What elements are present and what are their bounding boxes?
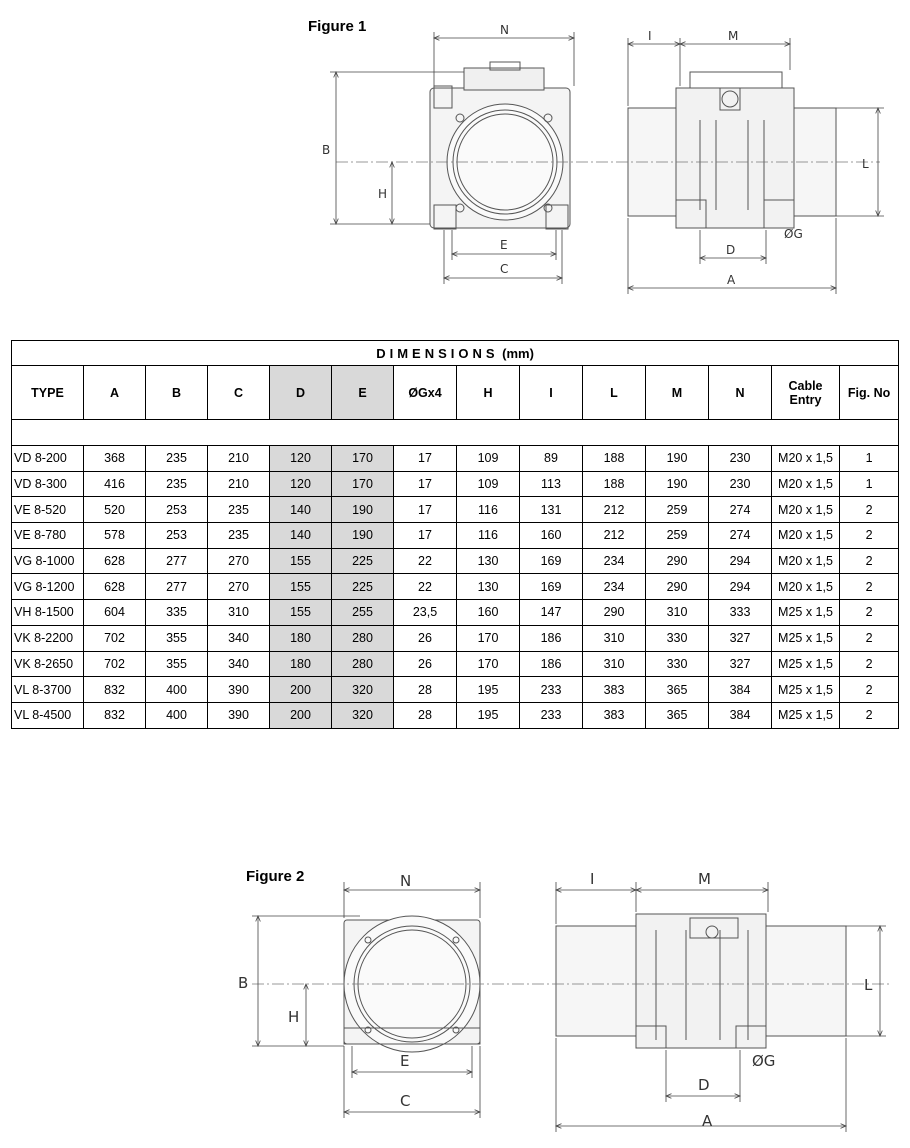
table-cell: 290	[583, 600, 646, 626]
table-cell: 17	[394, 446, 457, 472]
table-cell-type: VD 8-300	[12, 471, 84, 497]
table-row	[12, 471, 899, 497]
table-cell: 390	[208, 702, 270, 728]
table-header-cell	[457, 366, 520, 420]
table-cell: 2	[840, 523, 899, 549]
table-header-cell	[709, 366, 772, 420]
table-cell: 310	[583, 625, 646, 651]
table-cell: 140	[270, 523, 332, 549]
table-blank-cell	[12, 420, 899, 446]
table-cell: 253	[146, 497, 208, 523]
table-cell: 2	[840, 651, 899, 677]
table-header-text: A	[109, 385, 120, 400]
table-row	[12, 651, 899, 677]
table-cell: 2	[840, 497, 899, 523]
table-cell: 1	[840, 471, 899, 497]
table-cell: 190	[332, 523, 394, 549]
table-header-text: Entry	[789, 392, 822, 407]
table-header-text: ØGx4	[408, 385, 442, 400]
table-cell: 22	[394, 548, 457, 574]
table-cell: 310	[583, 651, 646, 677]
table-row	[12, 446, 899, 472]
table-cell: 234	[583, 548, 646, 574]
fig2-dim-label-b: B	[238, 974, 249, 992]
table-cell: 113	[520, 471, 583, 497]
table-cell: 832	[84, 677, 146, 703]
table-cell: M20 x 1,5	[772, 574, 840, 600]
table-cell: 702	[84, 651, 146, 677]
table-row	[12, 497, 899, 523]
table-cell: 2	[840, 600, 899, 626]
table-cell: 277	[146, 548, 208, 574]
table-cell: 384	[709, 677, 772, 703]
table-cell: 2	[840, 574, 899, 600]
table-cell: 169	[520, 548, 583, 574]
table-cell: 259	[646, 523, 709, 549]
table-cell: 186	[520, 651, 583, 677]
table-cell: 274	[709, 523, 772, 549]
table-cell: M25 x 1,5	[772, 651, 840, 677]
table-cell: 160	[520, 523, 583, 549]
table-cell: 1	[840, 446, 899, 472]
fig2-dim-label-i: I	[590, 870, 595, 888]
table-cell: M20 x 1,5	[772, 471, 840, 497]
table-cell: 416	[84, 471, 146, 497]
dimensions-table	[11, 340, 899, 729]
table-cell: 180	[270, 651, 332, 677]
table-cell-type: VD 8-200	[12, 446, 84, 472]
table-header-cell	[270, 366, 332, 420]
fig2-dim-label-d: D	[698, 1076, 710, 1094]
table-header-text: Cable	[788, 378, 823, 393]
figure-1-title: Figure 1	[308, 18, 367, 35]
fig2-dim-label-c: C	[400, 1092, 411, 1110]
table-header-text: E	[358, 385, 367, 400]
table-cell: M25 x 1,5	[772, 625, 840, 651]
figure-2-drawing	[0, 850, 910, 1148]
table-cell: 180	[270, 625, 332, 651]
table-cell: M20 x 1,5	[772, 446, 840, 472]
table-cell: 225	[332, 574, 394, 600]
table-cell: 365	[646, 702, 709, 728]
table-cell-type: VE 8-780	[12, 523, 84, 549]
table-cell-type: VK 8-2200	[12, 625, 84, 651]
table-cell: 235	[208, 523, 270, 549]
dim-label-i: I	[648, 29, 652, 43]
table-cell: 578	[84, 523, 146, 549]
table-cell: 235	[208, 497, 270, 523]
table-header-row	[12, 366, 899, 420]
table-cell: 2	[840, 677, 899, 703]
table-cell: M25 x 1,5	[772, 677, 840, 703]
table-cell: 116	[457, 523, 520, 549]
table-cell: 233	[520, 677, 583, 703]
table-cell: 383	[583, 702, 646, 728]
table-cell: 225	[332, 548, 394, 574]
table-cell: 155	[270, 548, 332, 574]
table-cell: 2	[840, 702, 899, 728]
table-caption-unit: (mm)	[502, 345, 534, 361]
table-cell: 290	[646, 548, 709, 574]
table-cell: 28	[394, 677, 457, 703]
table-cell: 195	[457, 677, 520, 703]
table-cell: 294	[709, 574, 772, 600]
dim-label-g: ØG	[784, 227, 803, 241]
table-cell: 333	[709, 600, 772, 626]
table-cell: 383	[583, 677, 646, 703]
table-header-cell	[12, 366, 84, 420]
table-caption-main: DIMENSIONS	[376, 345, 499, 361]
table-cell: 235	[146, 471, 208, 497]
table-row	[12, 600, 899, 626]
table-cell: 17	[394, 471, 457, 497]
table-cell: 233	[520, 702, 583, 728]
table-cell: 270	[208, 574, 270, 600]
table-cell: 190	[332, 497, 394, 523]
table-header-cell	[840, 366, 899, 420]
dim-label-h: H	[378, 187, 388, 201]
table-cell: 2	[840, 548, 899, 574]
dim-label-b: B	[322, 143, 331, 157]
table-cell: 253	[146, 523, 208, 549]
table-header-cell	[332, 366, 394, 420]
table-cell: 210	[208, 446, 270, 472]
table-body	[12, 420, 899, 729]
table-cell: 109	[457, 471, 520, 497]
table-row	[12, 625, 899, 651]
table-cell-type: VK 8-2650	[12, 651, 84, 677]
table-header-cell	[520, 366, 583, 420]
table-header-text: D	[295, 385, 306, 400]
table-header-text: TYPE	[31, 385, 64, 400]
table-cell-type: VH 8-1500	[12, 600, 84, 626]
table-cell: 17	[394, 497, 457, 523]
table-cell: 200	[270, 702, 332, 728]
table-cell: 294	[709, 548, 772, 574]
table-cell: 327	[709, 651, 772, 677]
table-cell: 368	[84, 446, 146, 472]
table-cell: 155	[270, 600, 332, 626]
table-cell: 170	[332, 446, 394, 472]
dim-label-m: M	[728, 29, 739, 43]
table-cell: 384	[709, 702, 772, 728]
figure-1-drawing	[0, 0, 910, 300]
table-cell-type: VL 8-4500	[12, 702, 84, 728]
dim-label-e: E	[500, 238, 508, 252]
table-cell: 274	[709, 497, 772, 523]
table-cell-type: VG 8-1000	[12, 548, 84, 574]
table-cell: M20 x 1,5	[772, 523, 840, 549]
table-cell: 604	[84, 600, 146, 626]
table-header-text: M	[671, 385, 683, 400]
table-cell: 116	[457, 497, 520, 523]
table-cell: 280	[332, 651, 394, 677]
table-cell: 188	[583, 446, 646, 472]
table-cell: 170	[457, 625, 520, 651]
table-cell: 26	[394, 625, 457, 651]
table-cell: 28	[394, 702, 457, 728]
table-cell: 190	[646, 471, 709, 497]
table-row	[12, 523, 899, 549]
table-cell: 628	[84, 548, 146, 574]
table-header-cell	[583, 366, 646, 420]
table-cell: 155	[270, 574, 332, 600]
table-cell: 330	[646, 625, 709, 651]
table-cell: 120	[270, 471, 332, 497]
table-cell: 212	[583, 523, 646, 549]
table-cell: 259	[646, 497, 709, 523]
table-cell: M25 x 1,5	[772, 702, 840, 728]
dim-label-n: N	[500, 23, 509, 37]
table-cell: M25 x 1,5	[772, 600, 840, 626]
figure-2-title: Figure 2	[246, 868, 305, 885]
table-cell: 212	[583, 497, 646, 523]
table-cell: 195	[457, 702, 520, 728]
table-cell: 186	[520, 625, 583, 651]
table-row	[12, 574, 899, 600]
table-header-cell	[146, 366, 208, 420]
table-cell: 320	[332, 677, 394, 703]
table-cell: 23,5	[394, 600, 457, 626]
dim-label-c: C	[500, 262, 509, 276]
table-cell: 188	[583, 471, 646, 497]
table-cell: 230	[709, 446, 772, 472]
table-header-text: I	[549, 385, 553, 400]
table-cell: 255	[332, 600, 394, 626]
table-cell: 140	[270, 497, 332, 523]
table-cell: 400	[146, 702, 208, 728]
dim-label-a: A	[727, 273, 736, 287]
table-row	[12, 548, 899, 574]
table-row	[12, 702, 899, 728]
dim-label-l: L	[862, 157, 869, 171]
table-cell: 2	[840, 625, 899, 651]
table-cell: 320	[332, 702, 394, 728]
table-cell: 327	[709, 625, 772, 651]
fig2-dim-label-a: A	[702, 1112, 713, 1130]
fig2-dim-label-n: N	[400, 872, 412, 890]
table-header-cell	[84, 366, 146, 420]
table-cell: 832	[84, 702, 146, 728]
table-cell: 400	[146, 677, 208, 703]
table-cell: 89	[520, 446, 583, 472]
table-cell: 170	[457, 651, 520, 677]
table-cell: 628	[84, 574, 146, 600]
dim-label-d: D	[726, 243, 736, 257]
table-cell: 520	[84, 497, 146, 523]
table-cell: 355	[146, 651, 208, 677]
table-cell: 169	[520, 574, 583, 600]
table-cell: 26	[394, 651, 457, 677]
table-cell: 130	[457, 574, 520, 600]
fig2-dim-label-h: H	[288, 1008, 300, 1026]
table-cell: 355	[146, 625, 208, 651]
table-cell: 130	[457, 548, 520, 574]
table-cell: 120	[270, 446, 332, 472]
table-cell-type: VE 8-520	[12, 497, 84, 523]
fig2-dim-label-l: L	[864, 976, 873, 994]
table-cell: 234	[583, 574, 646, 600]
table-blank-row	[12, 420, 899, 446]
table-cell: 200	[270, 677, 332, 703]
table-cell: 310	[646, 600, 709, 626]
table-cell: 131	[520, 497, 583, 523]
table-cell-type: VL 8-3700	[12, 677, 84, 703]
table-cell: 702	[84, 625, 146, 651]
table-header-cell	[394, 366, 457, 420]
table-cell: 170	[332, 471, 394, 497]
table-cell: 340	[208, 651, 270, 677]
table-cell: 230	[709, 471, 772, 497]
fig2-dim-label-m: M	[698, 870, 711, 888]
table-cell: 17	[394, 523, 457, 549]
table-cell: 210	[208, 471, 270, 497]
fig2-dim-label-g: ØG	[752, 1052, 776, 1070]
table-cell: 330	[646, 651, 709, 677]
table-cell: M20 x 1,5	[772, 497, 840, 523]
table-row	[12, 677, 899, 703]
table-cell: 235	[146, 446, 208, 472]
table-cell: 290	[646, 574, 709, 600]
table-cell: 310	[208, 600, 270, 626]
table-cell: 390	[208, 677, 270, 703]
table-caption	[12, 341, 899, 366]
table-header-text: Fig. No	[847, 385, 891, 400]
table-cell: 365	[646, 677, 709, 703]
table-cell: 160	[457, 600, 520, 626]
table-header-text: H	[483, 385, 493, 400]
table-header-cell	[208, 366, 270, 420]
table-cell: 270	[208, 548, 270, 574]
table-cell: 340	[208, 625, 270, 651]
table-header-text: L	[610, 385, 618, 400]
table-cell: 335	[146, 600, 208, 626]
table-cell: 280	[332, 625, 394, 651]
table-header-cell	[646, 366, 709, 420]
table-header-text: B	[171, 385, 182, 400]
table-cell-type: VG 8-1200	[12, 574, 84, 600]
table-cell: 190	[646, 446, 709, 472]
table-header-text: N	[735, 385, 745, 400]
table-cell: M20 x 1,5	[772, 548, 840, 574]
table-cell: 22	[394, 574, 457, 600]
table-cell: 277	[146, 574, 208, 600]
table-cell: 147	[520, 600, 583, 626]
table-cell: 109	[457, 446, 520, 472]
table-header-text: C	[233, 385, 244, 400]
fig2-dim-label-e: E	[400, 1052, 410, 1070]
table-header-cell	[772, 366, 840, 420]
